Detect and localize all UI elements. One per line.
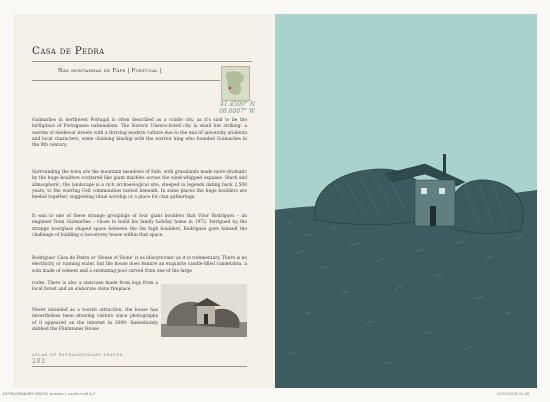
location-divider bbox=[32, 80, 220, 81]
boulder-house-photo bbox=[161, 284, 247, 337]
chimney bbox=[443, 154, 446, 176]
location-line: Nas montanhas de Fafe | Portugal | bbox=[58, 68, 162, 74]
right-boulder bbox=[449, 180, 523, 234]
print-slug-left: EXTRAORDINARY SPACES spreads 1 contin.indd 6-7 bbox=[3, 392, 96, 396]
body-paragraph: rocks. There is also a staircase made from logs from a local forest and an elaborate stone fireplace. bbox=[32, 281, 158, 293]
right-page-illustration bbox=[275, 14, 537, 388]
europe-map-thumbnail bbox=[221, 66, 250, 101]
page-number: 202 bbox=[32, 358, 46, 365]
body-paragraph: Surrounding the town are the mountain meadows of Fafe, with grasslands made more dramatic by the huge boulders scattered like giant marbles across the wind-whipped expanse. Stark and atmospheric, the landscape is a rich archaeological site, steeped in legends dating back 2,500 years, to the warring Celt communities buried beneath. In some places the huge boulders are heeled together, suggesting ritual worship or a place for clan gatherings. bbox=[32, 170, 247, 201]
house-window bbox=[439, 188, 445, 194]
book-title-footer: ATLAS OF EXTRAORDINARY SPACES bbox=[32, 352, 123, 357]
body-paragraph: Rodrigues' Casa de Pedra or 'House of Stone' is as idiosyncratic as it is rudimentary. There is no electricity or running water, but the house does feature an exquisite candle-filled candelabra, a sofa made of cement and a swimming pool carved from one of the large bbox=[32, 256, 247, 274]
longitude: 08.6007° W bbox=[219, 108, 255, 115]
print-slug-right: 07/10/2016 12:36 bbox=[497, 392, 530, 396]
page-title: Casa de Pedra bbox=[32, 45, 105, 57]
body-paragraph: It was to one of these strange groupings of four giant boulders that Vitor Rodrigues – an engineer from Guimarães – chose to build his family holiday home in 1972. Intrigued by the strange hourglass shaped space between the 3m high boulders, Rodrigues gave himself the challenge of building a two-storey house within that space. bbox=[32, 214, 247, 238]
body-paragraph: Never intended as a tourist attraction, the house has nevertheless been drawing visitors since photographs of it appeared on the internet in 2009. Immediately dubbed the Flintstones House bbox=[32, 308, 158, 332]
body-paragraph: Guimarães in northwest Portugal is often described as a cradle city, as it's said to be the birthplace of Portuguese nationalism. The historic Unesco-listed city is small but striking: a warren of medieval streets with a thriving modern culture due to the mix of university students and local characters, some claiming kinship with the warrior king who founded Guimarães in the 9th century. bbox=[32, 118, 247, 149]
coordinates bbox=[203, 101, 255, 115]
house-door bbox=[430, 206, 436, 226]
title-divider bbox=[32, 61, 252, 62]
house-window bbox=[421, 188, 427, 194]
footer-divider bbox=[32, 366, 247, 367]
boulder-house-illustration bbox=[275, 14, 537, 388]
latitude: 41.4500° N bbox=[220, 101, 255, 108]
